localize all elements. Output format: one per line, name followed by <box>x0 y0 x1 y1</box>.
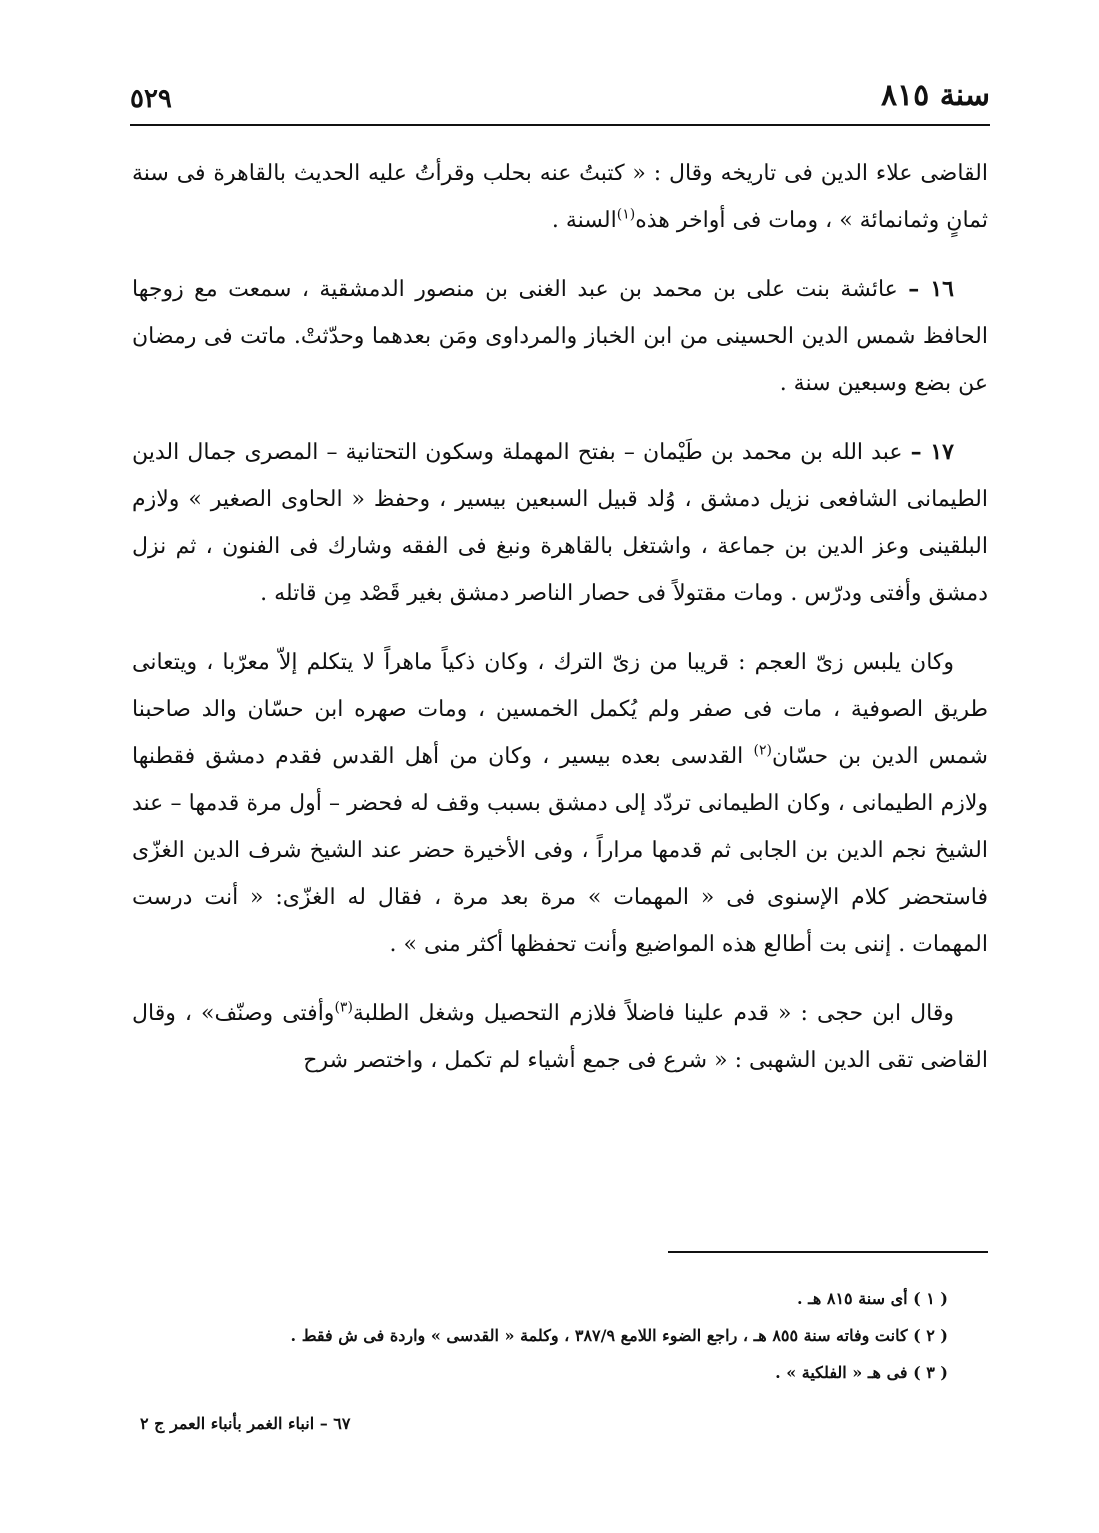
main-text <box>132 150 988 1106</box>
entry-text: عبد الله بن محمد بن طَيْمان – بفتح المهملة وسكون التحتانية – المصرى جمال الدين الطيمانى الشافعى نزيل دمشق ، وُلد قبيل السبعين بيسير ، وحفظ « الحاوى الصغير » ولازم البلقينى وعز الدين بن جماعة ، واشتغل بالقاهرة ونبغ فى الفقه وشارك فى الفنون ، ثم نزل دمشق وأفتى ودرّس . ومات مقتولاً فى حصار الناصر دمشق بغير قَصْد مِن قاتله . <box>132 440 988 606</box>
entry-text: عائشة بنت على بن محمد بن عبد الغنى بن منصور الدمشقية ، سمعت مع زوجها الحافظ شمس الدين الحسينى من ابن الخباز والمرداوى ومَن بعدهما وحدّثتْ. ماتت فى رمضان عن بضع وسبعين سنة . <box>132 277 988 396</box>
running-header <box>130 78 990 118</box>
footnote-ref: (٣) <box>334 999 353 1016</box>
running-title: سنة ٨١٥ <box>880 78 990 113</box>
footnote-3: ( ٣ ) فى هـ « الفلكية » . <box>775 1363 948 1382</box>
footnote-2: ( ٢ ) كانت وفاته سنة ٨٥٥ هـ ، راجع الضوء اللامع ٣٨٧/٩ ، وكلمة « القدسى » واردة فى ش فقط . <box>290 1326 948 1345</box>
footnote-divider <box>668 1251 988 1253</box>
page-number: ٥٢٩ <box>130 84 172 114</box>
entry-number: ١٧ – <box>910 439 954 465</box>
paragraph-text-after: وأفتى وصنّف» ، وقال القاضى تقى الدين الشهبى : « شرع فى جمع أشياء لم تكمل ، واختصر شرح <box>132 1001 988 1073</box>
paragraph-text-after: القدسى بعده بيسير ، وكان من أهل القدس فقدم دمشق فقطنها ولازم الطيمانى ، وكان الطيمانى تردّد إلى دمشق بسبب وقف له فحضر – أول مرة قدمها – عند الشيخ نجم الدين بن الجابى ثم قدمها مراراً ، وفى الأخيرة حضر عند الشيخ شرف الدين الغزّى فاستحضر كلام الإسنوى فى « المهمات » مرة بعد مرة ، فقال له الغزّى: « أنت درست المهمات . إننى بت أطالع هذه المواضيع وأنت تحفظها أكثر منى » . <box>132 744 988 957</box>
paragraph-text-after: السنة . <box>551 208 617 233</box>
entry-number: ١٦ – <box>908 276 954 302</box>
paragraph <box>132 990 988 1084</box>
footnote-ref: (٢) <box>753 742 772 759</box>
footnotes <box>200 1280 948 1391</box>
paragraph-text: وكان يلبس زىّ العجم : قريبا من زىّ الترك ، وكان ذكياً ماهراً لا يتكلم إلاّ معرّبا ، ويتعانى طريق الصوفية ، مات فى صفر ولم يُكمل الخمسين ، ومات صهره ابن حسّان والد صاحبنا شمس الدين بن حسّان <box>132 650 988 769</box>
paragraph-text: القاضى علاء الدين فى تاريخه وقال : « كتبتُ عنه بحلب وقرأتُ عليه الحديث بالقاهرة فى سنة ثمانٍ وثمانمائة » ، ومات فى أواخر هذه <box>132 161 988 233</box>
paragraph-text: وقال ابن حجى : « قدم علينا فاضلاً فلازم التحصيل وشغل الطلبة <box>352 1001 954 1026</box>
paragraph-continuation <box>132 150 988 244</box>
header-divider <box>130 124 990 126</box>
footnote-1: ( ١ ) أى سنة ٨١٥ هـ . <box>797 1289 948 1308</box>
entry-17 <box>132 429 988 617</box>
entry-16 <box>132 266 988 407</box>
footnote-ref: (١) <box>616 206 636 223</box>
page-footer: ٦٧ – انباء الغمر بأنباء العمر ج ٢ <box>140 1414 351 1433</box>
paragraph <box>132 639 988 968</box>
